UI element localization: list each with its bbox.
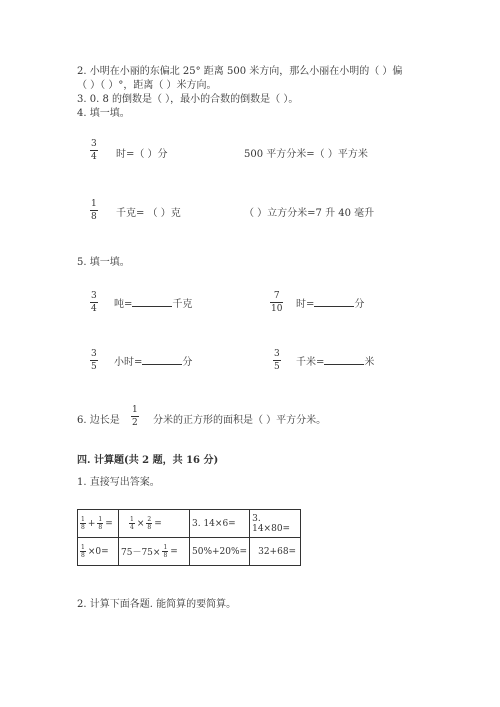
q5-item4-pre: 千米= bbox=[296, 357, 325, 368]
calc1-title: 1. 直接写出答案。 bbox=[77, 477, 160, 488]
operator: + bbox=[87, 518, 96, 529]
q5-item4 bbox=[296, 353, 374, 368]
section4-title: 四. 计算题(共 2 题，共 16 分) bbox=[77, 455, 219, 466]
fraction-bar bbox=[90, 302, 98, 303]
answer-blank[interactable] bbox=[314, 296, 354, 307]
operator: × bbox=[136, 518, 145, 529]
fraction-bar bbox=[90, 150, 98, 151]
q5-item2 bbox=[296, 295, 364, 310]
denominator: 4 bbox=[130, 524, 134, 531]
numerator: 1 bbox=[91, 199, 97, 209]
denominator: 4 bbox=[91, 304, 97, 314]
q5-item4-fraction bbox=[273, 349, 281, 372]
numerator: 1 bbox=[81, 544, 85, 551]
fraction bbox=[146, 516, 152, 531]
q5-item1-post: 千克 bbox=[172, 299, 193, 310]
q5-item3-pre: 小时= bbox=[114, 357, 143, 368]
numerator: 1 bbox=[130, 516, 134, 523]
calc-expression: 32+68= bbox=[258, 546, 297, 557]
numerator: 1 bbox=[163, 544, 168, 551]
calc-cell-r1c3[interactable] bbox=[190, 510, 250, 538]
calc2-title: 2. 计算下面各题. 能简算的要简算。 bbox=[77, 599, 237, 610]
numerator: 7 bbox=[273, 291, 280, 301]
numerator: 3 bbox=[274, 349, 280, 359]
q5-item3-post: 分 bbox=[182, 357, 193, 368]
table-row bbox=[78, 510, 301, 538]
q2-line1: 2. 小明在小丽的东偏北 25° 距离 500 米方向，那么小丽在小明的（ ）偏 bbox=[77, 66, 403, 77]
numerator: 3 bbox=[91, 291, 97, 301]
q5-item4-post: 米 bbox=[364, 357, 375, 368]
fraction-bar bbox=[90, 210, 98, 211]
fraction bbox=[80, 516, 86, 531]
fraction-bar bbox=[273, 360, 281, 361]
numerator: 3 bbox=[91, 139, 97, 149]
calc-cell-r1c1[interactable] bbox=[78, 510, 119, 538]
q4-item1-text: 时=（ ）分 bbox=[116, 149, 168, 160]
numerator: 1 bbox=[81, 516, 85, 523]
table-row bbox=[78, 538, 301, 566]
numerator: 2 bbox=[147, 516, 152, 523]
denominator: 8 bbox=[81, 524, 85, 531]
denominator: 5 bbox=[274, 362, 280, 372]
q5-item1-fraction bbox=[90, 291, 98, 314]
calc-cell-r1c4[interactable] bbox=[250, 510, 301, 538]
q5-title: 5. 填一填。 bbox=[77, 257, 130, 268]
q6-pre: 6. 边长是 bbox=[77, 415, 120, 426]
denominator: 5 bbox=[91, 362, 97, 372]
denominator: 8 bbox=[147, 524, 152, 531]
q5-item2-post: 分 bbox=[354, 299, 365, 310]
calc-cell-r1c2[interactable] bbox=[119, 510, 190, 538]
fraction-bar bbox=[270, 302, 283, 303]
q5-item3 bbox=[114, 353, 192, 368]
answer-blank[interactable] bbox=[132, 296, 172, 307]
q4-item4-text: （ ）立方分米=7 升 40 毫升 bbox=[244, 208, 375, 219]
fraction bbox=[97, 516, 103, 531]
calc-table bbox=[77, 509, 301, 566]
equals: = bbox=[154, 518, 162, 529]
answer-blank[interactable] bbox=[324, 354, 364, 365]
fraction bbox=[129, 516, 135, 531]
calc-cell-r2c1[interactable] bbox=[78, 538, 119, 566]
calc-cell-r2c4[interactable] bbox=[250, 538, 301, 566]
numerator: 1 bbox=[98, 516, 103, 523]
denominator: 2 bbox=[132, 418, 138, 428]
calc-expression: 50%+20%= bbox=[192, 546, 248, 557]
q6-post: 分米的正方形的面积是（ ）平方分米。 bbox=[153, 415, 327, 426]
calc-expression: 3. 14×80= bbox=[252, 513, 291, 534]
numerator: 3 bbox=[91, 349, 97, 359]
q4-item3-fraction bbox=[90, 199, 98, 222]
denominator: 8 bbox=[163, 552, 168, 559]
denominator: 4 bbox=[91, 152, 97, 162]
q5-item1 bbox=[114, 295, 192, 310]
calc-expression: 3. 14×6= bbox=[192, 518, 236, 529]
q3-text: 3. 0. 8 的倒数是（ ），最小的合数的倒数是（ ）。 bbox=[77, 94, 299, 105]
calc-expression-rest: ×0= bbox=[87, 546, 109, 557]
q5-item1-pre: 吨= bbox=[114, 299, 133, 310]
fraction bbox=[162, 544, 168, 559]
q4-title: 4. 填一填。 bbox=[77, 108, 130, 119]
q5-item2-fraction bbox=[270, 291, 283, 314]
q4-item1-fraction bbox=[90, 139, 98, 162]
q4-item3-text: 千克= （ ）克 bbox=[116, 208, 181, 219]
calc-expression-pre: 75－75× bbox=[121, 548, 161, 558]
denominator: 8 bbox=[81, 552, 85, 559]
fraction-bar bbox=[90, 360, 98, 361]
equals: = bbox=[105, 518, 113, 529]
q2-line2: （ ）（ ）°，距离（ ）米方向。 bbox=[77, 80, 217, 91]
fraction bbox=[80, 544, 86, 559]
fraction-bar bbox=[131, 416, 139, 417]
q4-item2-text: 500 平方分米=（ ）平方米 bbox=[244, 149, 368, 160]
answer-blank[interactable] bbox=[142, 354, 182, 365]
q5-item3-fraction bbox=[90, 349, 98, 372]
q6-fraction bbox=[131, 405, 139, 428]
denominator: 8 bbox=[98, 524, 103, 531]
q5-item2-pre: 时= bbox=[296, 299, 315, 310]
calc-cell-r2c3[interactable] bbox=[190, 538, 250, 566]
denominator: 8 bbox=[91, 212, 97, 222]
equals: = bbox=[170, 546, 178, 557]
calc-cell-r2c2[interactable] bbox=[119, 538, 190, 566]
denominator: 10 bbox=[271, 304, 283, 314]
numerator: 1 bbox=[132, 405, 138, 415]
